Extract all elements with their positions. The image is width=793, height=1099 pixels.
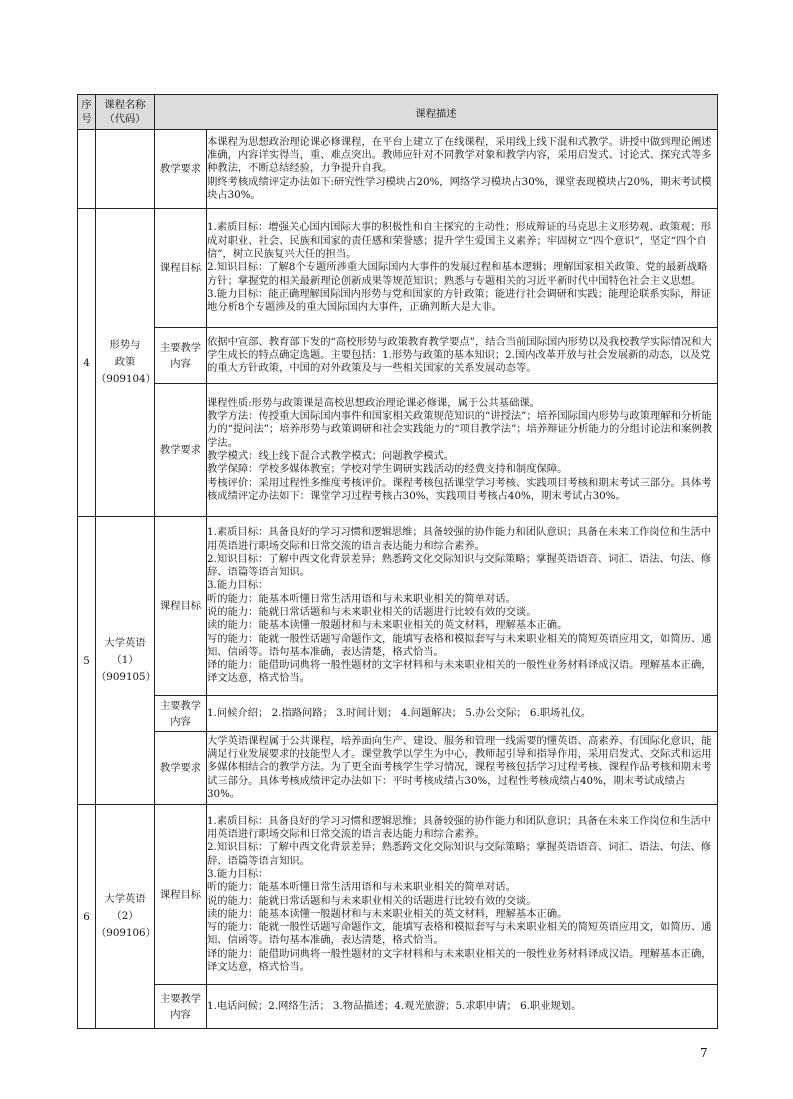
header-course-name-line2: （代码） [104, 113, 146, 125]
course-code: （909105） [96, 671, 156, 683]
row-description [207, 696, 718, 732]
row-description [207, 985, 718, 1029]
table-row [78, 130, 718, 209]
desc-paragraph: 听的能力：能基本听懂日常生活用语和与未来职业相关的简单对话。 [207, 881, 516, 894]
desc-paragraph: 本课程为思想政治理论课必修课程，在平台上建立了在线课程，采用线上线下混和式教学。讲授中做到理论阐述准确，内容详实得当，重、难点突出。教师应针对不同教学对象和教学内容，采用启发式、讨论式、探究式等多种教法，不断总结经验，力争提升自我。 [207, 135, 712, 175]
table-header-row [78, 95, 718, 130]
row-description [207, 517, 718, 696]
desc-paragraph: 1.电话问候；2.网络生活； 3.物品描述；4.观光旅游；5.求职申请； 6.职业规划。 [207, 999, 582, 1012]
row-label: 主要教学 内容 [155, 328, 207, 384]
desc-paragraph: 教学方法：传授重大国际国内事件和国家相关政策规范知识的“讲授法”；培养国际国内形势与政策理解和分析能力的“提问法”；培养形势与政策调研和社会实践能力的“项目教学法”；培养辩证分析能力的分组讨论法和案例教学法。 [207, 410, 713, 449]
table-row [78, 732, 718, 805]
desc-paragraph: 3.能力目标： [207, 579, 269, 592]
desc-paragraph: 写的能力：能就一般性话题写命题作文，能填写表格和模拟套写与未来职业相关的简短英语应用文，如简历、通知、信函等。语句基本准确，表达清楚，格式恰当。 [207, 632, 712, 658]
table-row [78, 209, 718, 328]
table-row [78, 696, 718, 732]
row-label: 课程目标 [155, 209, 207, 328]
desc-paragraph: 2.知识目标：了解中西文化背景差异；熟悉跨文化交际知识与交际策略；掌握英语语音、词汇、语法、句法、修辞、语篇等语言知识。 [207, 841, 712, 867]
desc-paragraph: 1.素质目标：增强关心国内国际大事的积极性和自主探究的主动性；形成辩证的马克思主义形势观、政策观；形成对职业、社会、民族和国家的责任感和荣誉感；提升学生爱国主义素养；牢固树立“四个意识”，坚定“四个自信”，树立民族复兴大任的担当。 [207, 221, 712, 261]
row-description [207, 384, 718, 517]
table-row [78, 384, 718, 517]
desc-paragraph: 教学模式：线上线下混合式教学模式；问题教学模式。 [207, 450, 455, 462]
course-name-line2: （2） [111, 910, 139, 922]
row-label: 教学要求 [155, 384, 207, 517]
course-code: （909104） [96, 373, 156, 385]
desc-paragraph: 说的能力：能就日常话题和与未来职业相关的话题进行比较有效的交谈。 [207, 606, 537, 618]
desc-paragraph: 听的能力：能基本听懂日常生活用语和与未来职业相关的简单对话。 [207, 592, 516, 605]
row-index [78, 130, 96, 209]
desc-paragraph: 读的能力：能基本读懂一般题材和与未来职业相关的英文材料，理解基本正确。 [207, 619, 568, 632]
desc-paragraph: 译的能力：能借助词典将一般性题材的文字材料和与未来职业相关的一般性业务材料译成汉语。理解基本正确，译文达意，格式恰当。 [207, 659, 712, 685]
desc-paragraph: 2.知识目标：了解中西文化背景差异；熟悉跨文化交际知识与交际策略；掌握英语语音、词汇、语法、句法、修辞、语篇等语言知识。 [207, 552, 712, 579]
row-label: 主要教学 内容 [155, 696, 207, 732]
header-course-name-line1: 课程名称 [104, 99, 146, 111]
course-name-line2: 政策 [114, 356, 136, 368]
row-label: 主要教学 内容 [155, 985, 207, 1029]
row-description [207, 209, 718, 328]
desc-paragraph: 课程性质:形势与政策课是高校思想政治理论课必修课，属于公共基础课。 [207, 396, 540, 409]
course-description-table [77, 94, 718, 1029]
row-index: 4 [78, 209, 96, 517]
course-name-line1: 形势与 [109, 339, 141, 351]
desc-paragraph: 译的能力：能借助词典将一般性题材的文字材料和与未来职业相关的一般性业务材料译成汉语。理解基本正确，译文达意，格式恰当。 [207, 947, 712, 973]
course-name-line2: （1） [111, 654, 139, 666]
row-label: 课程目标 [155, 805, 207, 985]
desc-paragraph: 读的能力：能基本读懂一般题材和与未来职业相关的英文材料，理解基本正确。 [207, 907, 568, 920]
table-row [78, 328, 718, 384]
course-name-line1: 大学英语 [104, 893, 146, 905]
row-description [207, 328, 718, 384]
desc-paragraph: 大学英语课程属于公共课程，培养面向生产、建设、服务和管理一线需要的懂英语、高素养、有国际化意识，能满足行业发展要求的技能型人才。课堂教学以学生为中心，教师起引导和指导作用，采用启发式、交际式和运用多媒体相结合的教学方法。为了更全面考核学生学习情况，课程考核包括学习过程考核、课程作品考核和期末考试三部分。具体考核成绩评定办法如下：平时考核成绩占30%，过程性考核成绩占40%，期末考试成绩占30%。 [207, 734, 712, 800]
desc-paragraph: 3.能力目标： [207, 867, 269, 880]
desc-paragraph: 1.素质目标：具备良好的学习习惯和逻辑思维；具备较强的协作能力和团队意识；具备在未来工作岗位和生活中用英语进行职场交际和日常交流的语言表达能力和综合素养。 [207, 526, 712, 552]
desc-paragraph: 依据中宣部、教育部下发的“高校形势与政策教育教学要点”，结合当前国际国内形势以及我校教学实际情况和大学生成长的特点确定选题。主要包括：1.形势与政策的基本知识；2.国内改革开放与社会发展新的动态，以及党的重大方针政策，中国的对外政策及与一些相关国家的关系发展动态等。 [207, 335, 712, 375]
header-description: 课程描述 [155, 95, 718, 130]
desc-paragraph: 1.素质目标：具备良好的学习习惯和逻辑思维；具备较强的协作能力和团队意识；具备在未来工作岗位和生活中用英语进行职场交际和日常交流的语言表达能力和综合素养。 [207, 814, 712, 841]
course-code: （909106） [96, 927, 156, 939]
header-index: 序号 [78, 95, 96, 130]
row-course-name [96, 209, 155, 517]
row-description [207, 732, 718, 805]
page-number: 7 [700, 1046, 708, 1060]
row-label: 教学要求 [155, 130, 207, 209]
course-name-line1: 大学英语 [104, 637, 146, 649]
desc-paragraph: 期终考核成绩评定办法如下:研究性学习模块占20%，网络学习模块占30%，课堂表现模块占20%，期末考试模块占30%。 [207, 175, 712, 201]
header-course-name [96, 95, 155, 130]
row-course-name [96, 130, 155, 209]
table-row [78, 517, 718, 696]
row-description [207, 130, 718, 209]
row-course-name [96, 805, 155, 1029]
desc-paragraph: 2.知识目标：了解8个专题所涉重大国际国内大事件的发展过程和基本逻辑；理解国家相关政策、党的最新战略方针；掌握党的相关最新理论创新成果等规范知识；熟悉与专题相关的习近平新时代中国特色社会主义思想。 [207, 261, 708, 287]
table-row [78, 805, 718, 985]
table-row [78, 985, 718, 1029]
row-description [207, 805, 718, 985]
row-label: 课程目标 [155, 517, 207, 696]
row-index: 6 [78, 805, 96, 1029]
desc-paragraph: 说的能力：能就日常话题和与未来职业相关的话题进行比较有效的交谈。 [207, 894, 537, 907]
desc-paragraph: 3.能力目标：能正确理解国际国内形势与党和国家的方针政策；能进行社会调研和实践；能理论联系实际，辩证地分析8个专题涉及的重大国际国内大事件，正确判断大是大非。 [207, 287, 712, 314]
desc-paragraph: 教学保障：学校多媒体教室；学校对学生调研实践活动的经费支持和制度保障。 [207, 463, 568, 476]
row-label: 教学要求 [155, 732, 207, 805]
desc-paragraph: 1.问候介绍； 2.指路问路； 3.时间计划； 4.问题解决； 5.办公交际； 6.职场礼仪。 [207, 706, 592, 719]
row-index: 5 [78, 517, 96, 805]
desc-paragraph: 写的能力：能就一般性话题写命题作文，能填写表格和模拟套写与未来职业相关的简短英语应用文，如简历、通知、信函等。语句基本准确，表达清楚，格式恰当。 [207, 921, 712, 947]
desc-paragraph: 考核评价：采用过程性多维度考核评价。课程考核包括课堂学习考核、实践项目考核和期末考试三部分。具体考核成绩评定办法如下：课堂学习过程考核占30%，实践项目考核占40%，期末考试占30%。 [207, 476, 712, 502]
row-course-name [96, 517, 155, 805]
